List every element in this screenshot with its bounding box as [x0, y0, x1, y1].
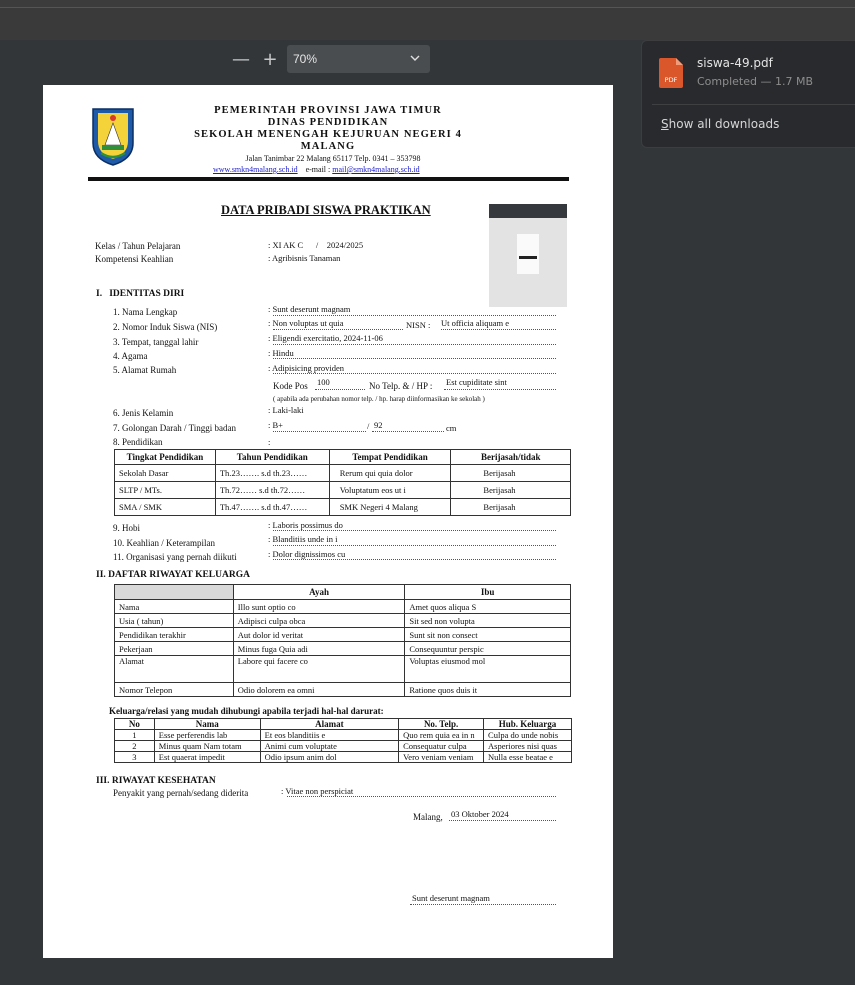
edu-cert: Berijasah [451, 465, 571, 482]
pdf-page: PEMERINTAH PROVINSI JAWA TIMUR DINAS PENDIDIKAN SEKOLAH MENENGAH KEJURUAN NEGERI 4 MALANG Jalan Tanimbar 22 Malang 65117 Telp. 0341 – 353798 www.smkn4malang.sch.id e-mail : mail@smkn4malang.sch.id DATA PRIBADI SISWA PRAKTIKAN Kelas / Tahun Pelajaran : XI AK C / 2024/2025 Kompetensi Keahlian : Agribisnis Tanaman I. IDENTITAS DIRI 1. Nama Lengkap : Sunt deserunt magnam 2. Nomor Induk Siswa (NIS) : Non voluptas ut quia NISN : Ut officia aliquam e 3. Tempat, tanggal lahir : Eligendi exercitatio, 2024-11-06 4. Agama : Hindu 5. Alamat Rumah : Adipisicing providen Kode Pos 100 No Telp. & / HP : Est cupiditate sint ( apabila ada perubahan nomor telp. / hp. harap diinformasikan ke sekolah ) 6. Jenis Kelamin : Laki-laki 7. Golongan Darah / Tinggi badan : B+ / 92 cm 8. Pendidikan : Tingkat Pendidikan Tahun Pendidikan Tempat Pendidikan Berijasah/tidak Sekolah Dasar Th.23……. s.d th.23…… Rerum qui quia dolor Berijasah SLTP / MTs. Th.72…… s.d th.72…… Voluptatum eos ut i Berijasah SMA / SMK Th.47……. s.d th.47…… SMK Negeri 4 Malang Berijasah 9. Hobi : Laboris possimus do 10. Keahlian / Keterampilan : Blanditiis unde in i 11. Organisasi yang pernah diikuti : Dolor dignissimos cu II. DAFTAR RIWAYAT KELUARGA Ayah Ibu Nama Illo sunt optio co Amet quos aliqua S Usia ( tahun) Adipisci culpa obca Sit sed non volupta Pendidikan terakhir Aut dolor id veritat Sunt sit non consect Pekerjaan Minus fuga Quia adi Consequuntur perspic Alamat Labore qui facere co Voluptas eiusmod mol Nomor Telepon Odio dolorem ea omni Ratione quos duis it Keluarga/relasi yang mudah dihubungi apabila terjadi hal-hal darurat: No Nama Alamat No. Telp. Hub. Keluarga 1 Esse perferendis lab Et eos blanditiis e Quo rem quia ea in n Culpa do unde nobis 2 Minus quam Nam totam Animi cum voluptate Consequatur culpa Asperiores nisi quas 3 Est quaerat impedit Odio ipsum anim dol Vero veniam veniam Nulla esse beatae e III. RIWAYAT KESEHATAN Penyakit yang pernah/sedang diderita : Vitae non perspiciat Malang, 03 Oktober 2024 Sunt deserunt magnam [43, 85, 613, 958]
edu-header: Tempat Pendidikan [329, 450, 451, 465]
zoom-select[interactable] [287, 45, 430, 73]
letterhead-line-1: PEMERINTAH PROVINSI JAWA TIMUR [214, 105, 442, 116]
organisasi-underline [273, 559, 556, 560]
emergency-alamat: Et eos blanditiis e [260, 730, 398, 741]
family-row-label: Nomor Telepon [115, 683, 234, 697]
edu-level: SLTP / MTs. [115, 482, 216, 499]
pdf-file-icon [659, 58, 683, 88]
family-ibu-value: Ratione quos duis it [405, 683, 571, 697]
keahlian-label: 10. Keahlian / Keterampilan [113, 538, 215, 548]
kelas-value: : XI AK C / 2024/2025 [268, 240, 364, 250]
emergency-hub: Asperiores nisi quas [484, 741, 572, 752]
emergency-header: No. Telp. [399, 719, 484, 730]
show-all-downloads-link[interactable] [661, 117, 779, 131]
emergency-telp: Quo rem quia ea in n [399, 730, 484, 741]
show-all-label: how all downloads [668, 117, 780, 131]
edu-level: SMA / SMK [115, 499, 216, 516]
download-file-name: siswa-49.pdf [697, 56, 773, 70]
alamat-underline [273, 373, 556, 374]
emergency-telp: Vero veniam veniam [399, 752, 484, 763]
family-ayah-value: Adipisci culpa obca [233, 614, 405, 628]
emergency-no: 1 [115, 730, 155, 741]
nama-label: 1. Nama Lengkap [113, 307, 178, 317]
nis-underline [273, 329, 403, 330]
emergency-hub: Culpa do unde nobis [484, 730, 572, 741]
email-label: e-mail : [305, 165, 331, 174]
pdf-badge-text: PDF [664, 76, 678, 84]
table-row [115, 730, 572, 741]
ttl-value: Eligendi exercitatio, 2024-11-06 [272, 333, 383, 343]
section-2-title: II. DAFTAR RIWAYAT KELUARGA [96, 570, 250, 580]
family-row-label: Alamat [115, 656, 234, 683]
family-row-label: Pendidikan terakhir [115, 628, 234, 642]
family-ayah-value: Labore qui facere co [233, 656, 405, 683]
nis-label: 2. Nomor Induk Siswa (NIS) [113, 322, 218, 332]
kompetensi-value: : Agribisnis Tanaman [268, 253, 341, 263]
family-ayah-value: Odio dolorem ea omni [233, 683, 405, 697]
table-row [115, 741, 572, 752]
website-link[interactable]: www.smkn4malang.sch.id [213, 165, 298, 174]
nisn-value: Ut officia aliquam e [441, 318, 510, 328]
emergency-alamat: Odio ipsum anim dol [260, 752, 398, 763]
emergency-nama: Esse perferendis lab [154, 730, 260, 741]
family-ibu-value: Sunt sit non consect [405, 628, 571, 642]
table-row: SMA / SMK Th.47……. s.d th.47…… SMK Negeri 4 Malang Berijasah [115, 499, 571, 516]
emergency-alamat: Animi cum voluptate [260, 741, 398, 752]
date-value: 03 Oktober 2024 [451, 809, 509, 819]
family-row-label: Pekerjaan [115, 642, 234, 656]
table-row [115, 642, 571, 656]
emergency-header: Nama [154, 719, 260, 730]
emergency-hub: Nulla esse beatae e [484, 752, 572, 763]
zoom-out-button[interactable]: — [232, 49, 250, 70]
edu-level: Sekolah Dasar [115, 465, 216, 482]
download-status: Completed — 1.7 MB [697, 75, 814, 88]
hobi-value: Laboris possimus do [272, 520, 343, 530]
letterhead-rule [88, 177, 569, 181]
ttl-underline [273, 344, 556, 345]
ttl-label: 3. Tempat, tanggal lahir [113, 337, 199, 347]
download-item[interactable] [642, 41, 855, 105]
place-label: Malang, [413, 812, 443, 822]
pendidikan-label: 8. Pendidikan [113, 437, 163, 447]
hobi-underline [273, 530, 556, 531]
agama-underline [273, 358, 556, 359]
signature-underline [410, 904, 556, 905]
keahlian-underline [273, 545, 556, 546]
family-row-label: Nama [115, 600, 234, 614]
family-ayah-value: Illo sunt optio co [233, 600, 405, 614]
family-header-ibu: Ibu [405, 585, 571, 600]
edu-to: 72 [279, 485, 289, 495]
family-table [114, 584, 571, 697]
edu-cert: Berijasah [451, 482, 571, 499]
nisn-underline [441, 329, 556, 330]
zoom-in-button[interactable]: + [262, 49, 278, 70]
nama-value: Sunt deserunt magnam [272, 304, 351, 314]
emergency-nama: Minus quam Nam totam [154, 741, 260, 752]
pdf-toolbar [0, 8, 855, 40]
section-3-title: III. RIWAYAT KESEHATAN [96, 776, 216, 786]
nisn-label: NISN : [406, 320, 431, 330]
emergency-header: No [115, 719, 155, 730]
edu-header: Tahun Pendidikan [215, 450, 329, 465]
kodepos-underline [315, 389, 365, 390]
emergency-header: Alamat [260, 719, 398, 730]
section-1-title: I. IDENTITAS DIRI [96, 289, 185, 299]
table-row: Sekolah Dasar Th.23……. s.d th.23…… Rerum qui quia dolor Berijasah [115, 465, 571, 482]
emergency-table [114, 718, 572, 763]
penyakit-label: Penyakit yang pernah/sedang diderita [113, 788, 249, 798]
show-all-accesskey: S [661, 117, 669, 131]
family-ayah-value: Minus fuga Quia adi [233, 642, 405, 656]
tinggi-value: 92 [374, 420, 383, 430]
edu-from: 23 [231, 468, 240, 478]
family-ibu-value: Amet quos aliqua S [405, 600, 571, 614]
edu-to: 23 [281, 468, 291, 478]
family-ibu-value: Consequuntur perspic [405, 642, 571, 656]
organisasi-value: Dolor dignissimos cu [272, 549, 346, 559]
letterhead-line-2: DINAS PENDIDIKAN [267, 117, 389, 128]
family-header-ayah: Ayah [233, 585, 405, 600]
letterhead-line-3: SEKOLAH MENENGAH KEJURUAN NEGERI 4 [194, 129, 462, 140]
emergency-no: 3 [115, 752, 155, 763]
family-row-label: Usia ( tahun) [115, 614, 234, 628]
email-link[interactable]: mail@smkn4malang.sch.id [332, 165, 420, 174]
letterhead-address: Jalan Tanimbar 22 Malang 65117 Telp. 0341 – 353798 [245, 154, 421, 163]
jenis-kelamin-label: 6. Jenis Kelamin [113, 408, 174, 418]
phone-change-note: ( apabila ada perubahan nomor telp. / hp. harap diinformasikan ke sekolah ) [273, 395, 485, 403]
emergency-contact-title: Keluarga/relasi yang mudah dihubungi apabila terjadi hal-hal darurat: [109, 706, 384, 716]
telp-label: No Telp. & / HP : [369, 381, 433, 391]
table-row [115, 614, 571, 628]
family-ibu-value: Voluptas eiusmod mol [405, 656, 571, 683]
edu-place: Voluptatum eos ut i [329, 482, 451, 499]
document-title: DATA PRIBADI SISWA PRAKTIKAN [221, 203, 431, 217]
hobi-label: 9. Hobi [113, 523, 140, 533]
family-ayah-value: Aut dolor id veritat [233, 628, 405, 642]
student-photo [489, 204, 567, 307]
penyakit-underline [287, 796, 556, 797]
window-top-strip [0, 0, 855, 8]
table-row [115, 683, 571, 697]
letterhead-line-4: MALANG [300, 141, 356, 152]
edu-to: 47 [281, 502, 291, 512]
alamat-value: Adipisicing providen [272, 363, 345, 373]
chevron-down-icon [410, 53, 420, 63]
signature-name: Sunt deserunt magnam [412, 893, 490, 903]
goldar-underline [273, 431, 366, 432]
edu-from: 72 [231, 485, 240, 495]
edu-cert: Berijasah [451, 499, 571, 516]
edu-from: 47 [231, 502, 240, 512]
table-row [115, 600, 571, 614]
table-row [115, 656, 571, 683]
organisasi-label: 11. Organisasi yang pernah diikuti [113, 552, 237, 562]
downloads-divider [652, 104, 855, 105]
tinggi-underline [372, 431, 444, 432]
zoom-value: 70% [293, 52, 318, 66]
goldar-label: 7. Golongan Darah / Tinggi badan [113, 423, 236, 433]
jenis-kelamin-value: Laki-laki [272, 405, 304, 415]
table-row [115, 752, 572, 763]
kelas-label: Kelas / Tahun Pelajaran [95, 241, 181, 251]
emergency-header: Hub. Keluarga [484, 719, 572, 730]
alamat-label: 5. Alamat Rumah [113, 365, 177, 375]
nis-value: Non voluptas ut quia [272, 318, 344, 328]
tinggi-unit: cm [446, 423, 457, 433]
edu-place: SMK Negeri 4 Malang [329, 499, 451, 516]
penyakit-value: Vitae non perspiciat [285, 786, 354, 796]
keahlian-value: Blanditiis unde in i [272, 534, 338, 544]
emergency-telp: Consequatur culpa [399, 741, 484, 752]
agama-label: 4. Agama [113, 351, 148, 361]
kodepos-label: Kode Pos [273, 381, 308, 391]
kodepos-value: 100 [317, 377, 330, 387]
family-ibu-value: Sit sed non volupta [405, 614, 571, 628]
edu-header: Tingkat Pendidikan [115, 450, 216, 465]
telp-underline [444, 389, 556, 390]
edu-place: Rerum qui quia dolor [329, 465, 451, 482]
emergency-nama: Est quaerat impedit [154, 752, 260, 763]
table-row: SLTP / MTs. Th.72…… s.d th.72…… Voluptatum eos ut i Berijasah [115, 482, 571, 499]
downloads-bubble [641, 40, 855, 148]
telp-value: Est cupiditate sint [446, 377, 507, 387]
goldar-value: B+ [272, 420, 283, 430]
emergency-no: 2 [115, 741, 155, 752]
date-underline [449, 820, 556, 821]
education-table [114, 449, 571, 516]
kompetensi-label: Kompetensi Keahlian [95, 254, 174, 264]
agama-value: Hindu [272, 348, 294, 358]
edu-header: Berijasah/tidak [451, 450, 571, 465]
nama-underline [273, 315, 556, 316]
table-row [115, 628, 571, 642]
